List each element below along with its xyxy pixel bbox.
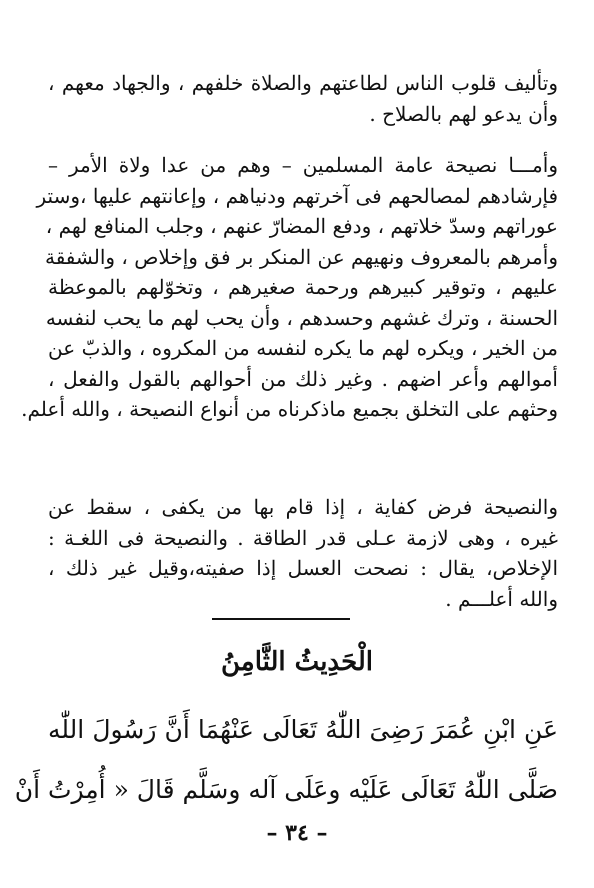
paragraph-advice-definition — [48, 492, 558, 614]
text-line: وأمـــا نصيحة عامة المسلمين – وهم من عدا ولاة الأمر – — [48, 153, 558, 177]
text-line: وحثهم على التخلق بجميع ماذكرناه من أنواع النصيحة ، والله أعلم. — [21, 397, 558, 421]
text-line: الإخلاص، يقال : نصحت العسل إذا صفيته،وقيل غير ذلك ، — [48, 556, 558, 580]
text-line: عوراتهم وسدّ خلاتهم ، ودفع المضارّ عنهم ، وجلب المنافع لهم ، — [45, 214, 558, 238]
text-line: الحسنة ، وترك غشهم وحسدهم ، وأن يحب لهم ما يحب لنفسه — [45, 305, 558, 330]
text-line: وأن يدعو لهم بالصلاح . — [369, 101, 558, 126]
section-divider — [212, 618, 350, 620]
hadith-text — [14, 700, 558, 820]
text-line: من الخير ، ويكره لهم ما يكره لنفسه من المكروه ، والذبّ عن — [48, 336, 558, 360]
text-line: والنصيحة فرض كفاية ، إذا قام بها من يكفى ، سقط عن — [48, 495, 558, 519]
hadith-line: صَلَّى اللّٰهُ تَعَالَى عَلَيْه وعَلَى آله وسَلَّم قَالَ « أُمِرْتُ أَنْ — [14, 775, 558, 804]
paragraph-public-advice — [21, 150, 558, 425]
text-line: وتأليف قلوب الناس لطاعتهم والصلاة خلفهم ، والجهاد معهم ، — [48, 71, 558, 95]
text-line: أموالهم وأعر اضهم . وغير ذلك من أحوالهم بالقول والفعل ، — [48, 366, 558, 391]
hadith-title: الْحَدِيثُ الثَّامِنُ — [220, 647, 374, 677]
page-number: – ٣٤ – — [266, 820, 328, 846]
text-line: وأمرهم بالمعروف ونهيهم عن المنكر بر فق وإخلاص ، والشفقة — [44, 244, 558, 269]
text-line: غيره ، وهى لازمة عـلى قدر الطاقة . والنصيحة فى اللغـة : — [48, 525, 558, 550]
hadith-line: عَنِ ابْنِ عُمَرَ رَضِىَ اللّٰهُ تَعَالَى عَنْهُمَا أَنَّ رَسُولَ اللّٰه — [48, 715, 558, 744]
text-line: والله أعلـــم . — [445, 586, 558, 611]
text-line: عليهم ، وتوقير كبيرهم ورحمة صغيرهم ، وتخوّلهم بالموعظة — [48, 275, 558, 299]
paragraph-rulers-advice — [48, 68, 558, 129]
text-line: فإرشادهم لمصالحهم فى آخرتهم ودنياهم ، وإعانتهم عليها ،وستر — [36, 183, 558, 208]
